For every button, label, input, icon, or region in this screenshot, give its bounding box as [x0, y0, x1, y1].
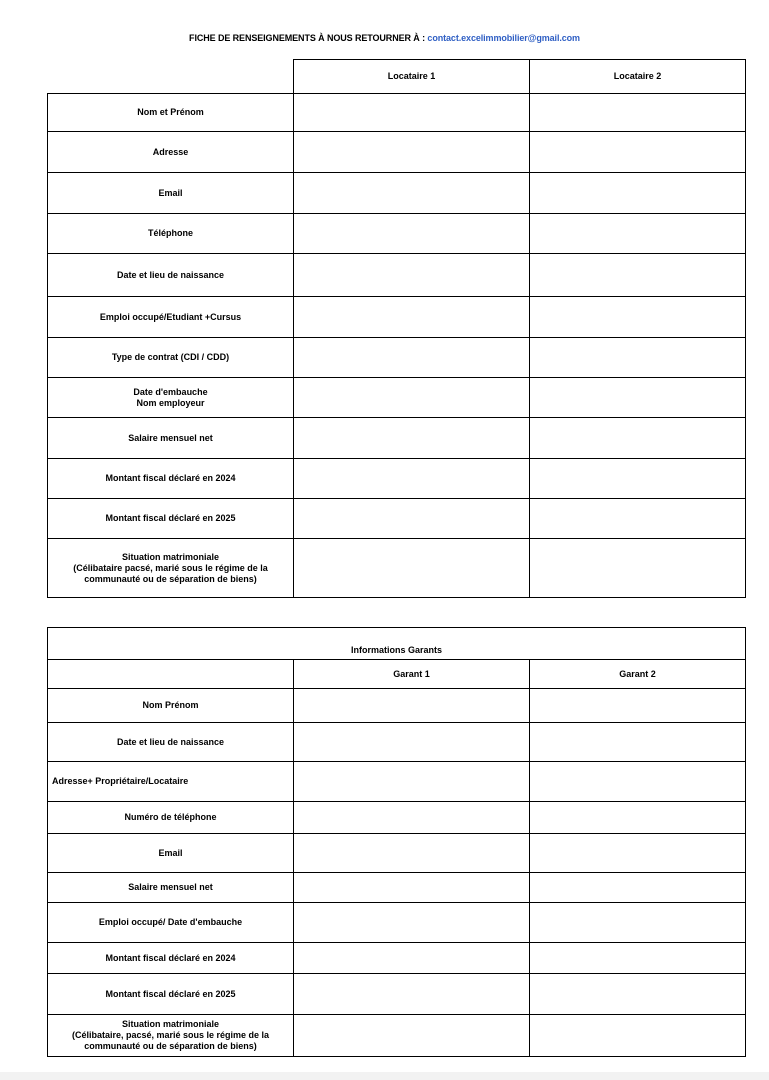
table-row: [48, 94, 746, 132]
row-label: Montant fiscal déclaré en 2025: [48, 974, 294, 1015]
row-label: Salaire mensuel net: [48, 873, 294, 903]
tenant-2-input-cell[interactable]: [530, 499, 746, 539]
contact-email-link[interactable]: contact.excelimmobilier@gmail.com: [427, 33, 580, 43]
table-row: [48, 459, 746, 499]
guarantor-2-input-cell[interactable]: [530, 903, 746, 943]
tenant-1-input-cell[interactable]: [294, 418, 530, 459]
table-row: [48, 173, 746, 214]
tenant-1-input-cell[interactable]: [294, 459, 530, 499]
tenant-1-input-cell[interactable]: [294, 132, 530, 173]
guarantor-2-input-cell[interactable]: [530, 1015, 746, 1057]
table-row: [48, 214, 746, 254]
page-bottom-edge: [0, 1072, 769, 1080]
guarantor-2-input-cell[interactable]: [530, 873, 746, 903]
guarantor-1-input-cell[interactable]: [294, 943, 530, 974]
table-row: [48, 378, 746, 418]
tenant-2-input-cell[interactable]: [530, 539, 746, 598]
tenant-2-input-cell[interactable]: [530, 459, 746, 499]
column-header-tenant-2: Locataire 2: [530, 60, 746, 94]
tenant-info-table: [47, 59, 746, 598]
tenant-1-input-cell[interactable]: [294, 214, 530, 254]
column-header-tenant-1: Locataire 1: [294, 60, 530, 94]
guarantor-2-input-cell[interactable]: [530, 762, 746, 802]
table-row: [48, 418, 746, 459]
table-row: [48, 338, 746, 378]
row-label: Nom et Prénom: [48, 94, 294, 132]
table-row: [48, 974, 746, 1015]
table-row: [48, 539, 746, 598]
table-corner: [48, 60, 294, 94]
row-label: Type de contrat (CDI / CDD): [48, 338, 294, 378]
guarantor-info-table: [47, 627, 746, 1057]
tenant-1-input-cell[interactable]: [294, 338, 530, 378]
page-title: [0, 33, 769, 43]
guarantor-2-input-cell[interactable]: [530, 974, 746, 1015]
tenant-1-input-cell[interactable]: [294, 94, 530, 132]
tenant-1-input-cell[interactable]: [294, 539, 530, 598]
guarantor-2-input-cell[interactable]: [530, 943, 746, 974]
guarantor-1-input-cell[interactable]: [294, 903, 530, 943]
tenant-1-input-cell[interactable]: [294, 173, 530, 214]
table-row: [48, 132, 746, 173]
guarantor-2-input-cell[interactable]: [530, 834, 746, 873]
guarantor-1-input-cell[interactable]: [294, 723, 530, 762]
row-label: Date et lieu de naissance: [48, 723, 294, 762]
tenant-2-input-cell[interactable]: [530, 94, 746, 132]
guarantor-2-input-cell[interactable]: [530, 802, 746, 834]
row-label: Adresse+ Propriétaire/Locataire: [48, 762, 294, 802]
tenant-2-input-cell[interactable]: [530, 378, 746, 418]
row-label: Numéro de téléphone: [48, 802, 294, 834]
table-row: [48, 254, 746, 297]
table-row: [48, 689, 746, 723]
row-label: Date d'embauche Nom employeur: [48, 378, 294, 418]
table-row: [48, 723, 746, 762]
tenant-1-input-cell[interactable]: [294, 378, 530, 418]
guarantor-title-row: [48, 628, 746, 660]
tenant-1-input-cell[interactable]: [294, 254, 530, 297]
row-label: Email: [48, 173, 294, 214]
table-row: [48, 762, 746, 802]
guarantor-2-input-cell[interactable]: [530, 689, 746, 723]
table-row: [48, 297, 746, 338]
row-label: Téléphone: [48, 214, 294, 254]
guarantor-header-row: [48, 660, 746, 689]
tenant-2-input-cell[interactable]: [530, 338, 746, 378]
tenant-1-input-cell[interactable]: [294, 499, 530, 539]
column-header-guarantor-2: Garant 2: [530, 660, 746, 689]
row-label: Montant fiscal déclaré en 2024: [48, 459, 294, 499]
table-row: [48, 943, 746, 974]
row-label: Salaire mensuel net: [48, 418, 294, 459]
tenant-2-input-cell[interactable]: [530, 132, 746, 173]
guarantor-1-input-cell[interactable]: [294, 834, 530, 873]
row-label: Situation matrimoniale (Célibataire pacsé, marié sous le régime de la communauté ou de séparation de biens): [48, 539, 294, 598]
guarantor-1-input-cell[interactable]: [294, 873, 530, 903]
tenant-2-input-cell[interactable]: [530, 254, 746, 297]
guarantor-1-input-cell[interactable]: [294, 1015, 530, 1057]
table-row: [48, 1015, 746, 1057]
row-label: Situation matrimoniale (Célibataire, pacsé, marié sous le régime de la communauté ou de séparation de biens): [48, 1015, 294, 1057]
table-corner: [48, 660, 294, 689]
tenant-header-row: [48, 60, 746, 94]
table-row: [48, 802, 746, 834]
row-label: Emploi occupé/ Date d'embauche: [48, 903, 294, 943]
table-row: [48, 499, 746, 539]
guarantor-section-title: Informations Garants: [48, 628, 746, 660]
tenant-2-input-cell[interactable]: [530, 173, 746, 214]
page-title-text: FICHE DE RENSEIGNEMENTS À NOUS RETOURNER À :: [189, 33, 426, 43]
guarantor-1-input-cell[interactable]: [294, 802, 530, 834]
guarantor-1-input-cell[interactable]: [294, 974, 530, 1015]
row-label: Adresse: [48, 132, 294, 173]
row-label: Montant fiscal déclaré en 2024: [48, 943, 294, 974]
table-row: [48, 873, 746, 903]
row-label: Montant fiscal déclaré en 2025: [48, 499, 294, 539]
table-row: [48, 834, 746, 873]
row-label: Emploi occupé/Etudiant +Cursus: [48, 297, 294, 338]
row-label: Date et lieu de naissance: [48, 254, 294, 297]
guarantor-2-input-cell[interactable]: [530, 723, 746, 762]
tenant-2-input-cell[interactable]: [530, 418, 746, 459]
tenant-1-input-cell[interactable]: [294, 297, 530, 338]
guarantor-1-input-cell[interactable]: [294, 762, 530, 802]
tenant-2-input-cell[interactable]: [530, 297, 746, 338]
column-header-guarantor-1: Garant 1: [294, 660, 530, 689]
guarantor-1-input-cell[interactable]: [294, 689, 530, 723]
table-row: [48, 903, 746, 943]
tenant-2-input-cell[interactable]: [530, 214, 746, 254]
row-label: Nom Prénom: [48, 689, 294, 723]
row-label: Email: [48, 834, 294, 873]
